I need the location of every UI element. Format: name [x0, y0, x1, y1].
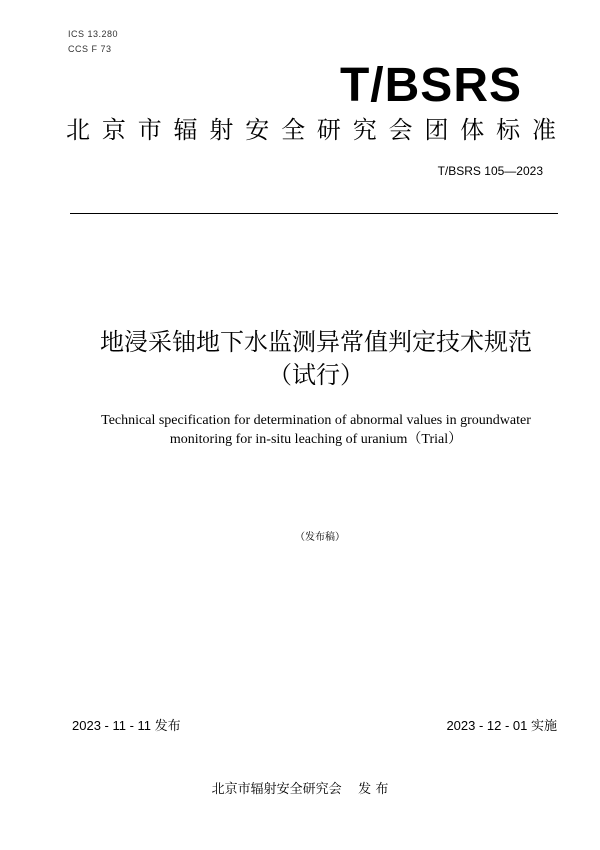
- document-title-english-line-1: Technical specification for determination of abnormal values in groundwater: [101, 413, 531, 428]
- standard-number: T/BSRS 105—2023: [437, 164, 543, 178]
- document-title-english-line-2: monitoring for in-situ leaching of uranium（Trial）: [169, 432, 463, 447]
- publisher-line: 北京市辐射安全研究会 发 布: [211, 782, 389, 797]
- organization-standard-title: 北京市辐射安全研究会团体标准: [66, 116, 556, 144]
- implementation-date: 2023 - 12 - 01 实施: [446, 718, 557, 733]
- document-title-trial-note: （试行）: [268, 361, 364, 389]
- draft-status: （发布稿）: [295, 532, 345, 543]
- ics-code: ICS 13.280: [68, 29, 119, 39]
- standard-series-mark: T/BSRS: [339, 59, 522, 112]
- ccs-code: CCS F 73: [68, 44, 112, 54]
- header-divider: [70, 213, 558, 214]
- document-title-chinese: 地浸采铀地下水监测异常值判定技术规范: [100, 328, 532, 356]
- publish-date: 2023 - 11 - 11 发布: [72, 718, 181, 733]
